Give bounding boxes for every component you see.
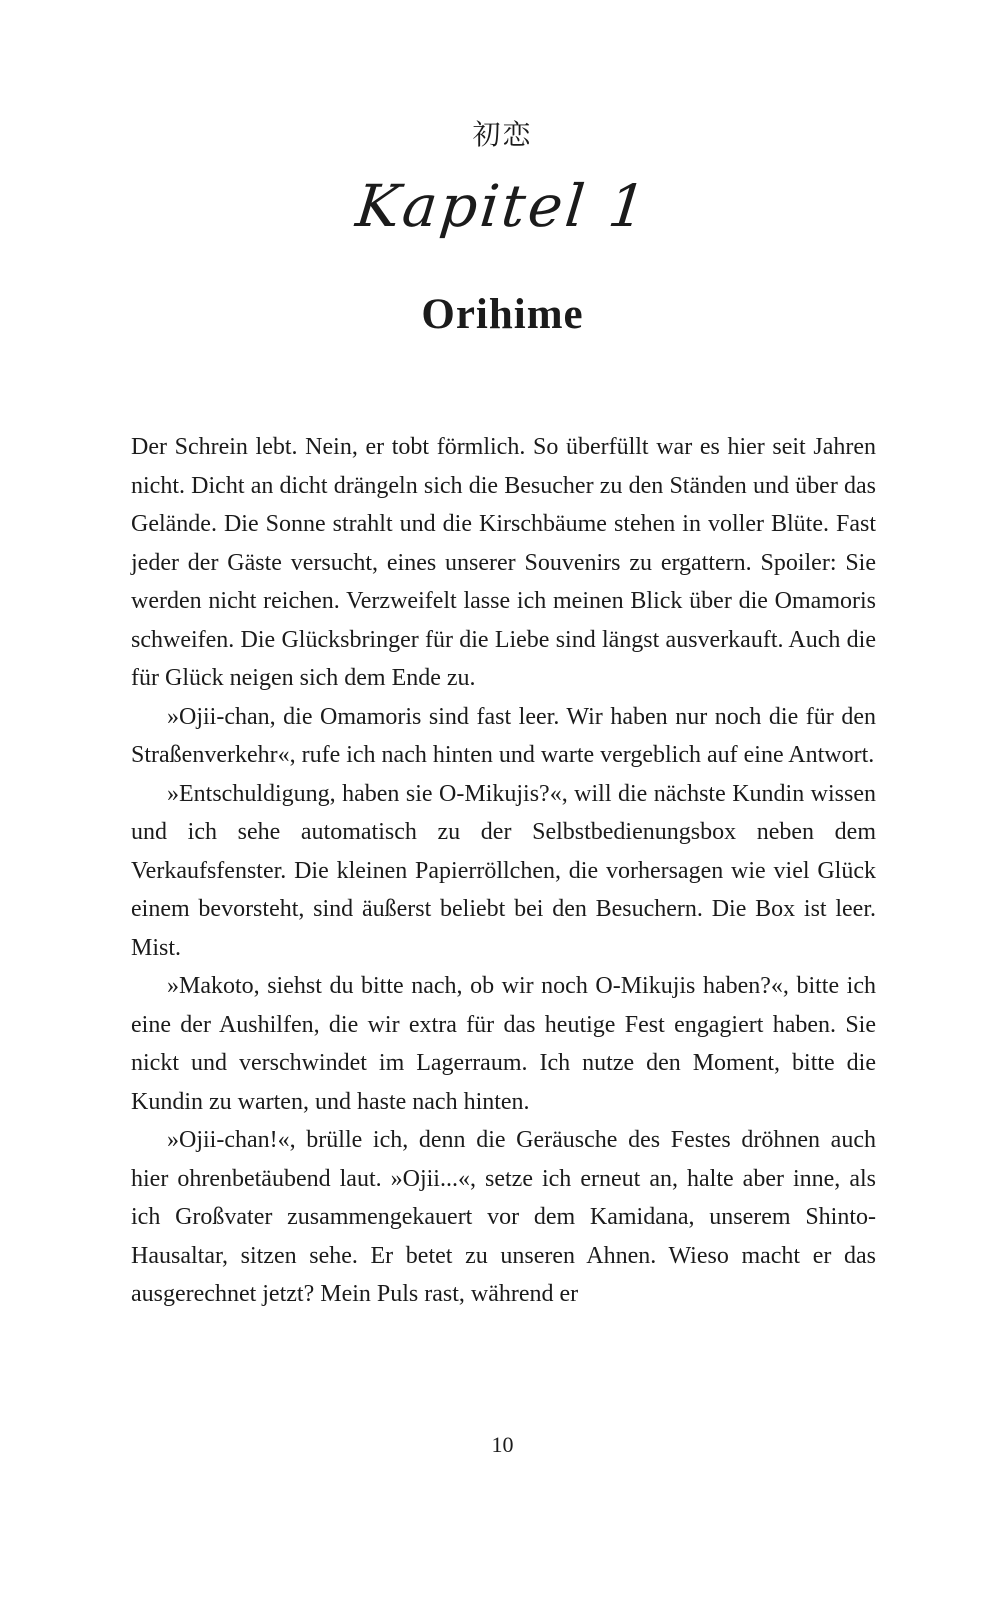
body-paragraph: »Ojii-chan, die Omamoris sind fast leer. Wir haben nur noch die für den Straßenverkehr«, rufe ich nach hinten und warte vergeblich auf eine Antwort.	[131, 703, 876, 768]
chapter-label: Kapitel 1	[352, 172, 653, 240]
body-paragraph: Der Schrein lebt. Nein, er tobt förmlich. So überfüllt war es hier seit Jahren nicht. Dicht an dicht drängeln sich die Besucher zu den Ständen und über das Gelände. Die Sonne strahlt und die Kirschbäume stehen in voller Blüte. Fast jeder der Gäste versucht, eines unserer Souvenirs zu ergattern. Spoiler: Sie werden nicht reichen. Verzweifelt lasse ich meinen Blick über die Omamoris schweifen. Die Glücksbringer für die Liebe sind längst ausverkauft. Auch die für Glück neigen sich dem Ende zu.	[131, 434, 876, 691]
body-text	[131, 428, 876, 1314]
page-number: 10	[491, 1432, 514, 1457]
body-paragraph: »Makoto, siehst du bitte nach, ob wir noch O-Mikujis haben?«, bitte ich eine der Aushilfen, die wir extra für das heutige Fest engagiert haben. Sie nickt und verschwindet im Lagerraum. Ich nutze den Moment, bitte die Kundin zu warten, und haste nach hinten.	[131, 973, 876, 1115]
body-paragraph: »Entschuldigung, haben sie O-Mikujis?«, will die nächste Kundin wissen und ich sehe automatisch zu der Selbstbedienungsbox neben dem Verkaufsfenster. Die kleinen Papierröllchen, die vorhersagen wie viel Glück einem bevorsteht, sind äußerst beliebt bei den Besuchern. Die Box ist leer. Mist.	[131, 780, 876, 961]
body-paragraph: »Ojii-chan!«, brülle ich, denn die Geräusche des Festes dröhnen auch hier ohrenbetäubend laut. »Ojii...«, setze ich erneut an, halte aber inne, als ich Großvater zusammengekauert vor dem Kamidana, unserem Shinto-Hausaltar, sitzen sehe. Er betet zu unseren Ahnen. Wieso macht er das ausgerechnet jetzt? Mein Puls rast, während er	[131, 1127, 876, 1307]
cjk-heading: 初恋	[472, 120, 533, 151]
chapter-title: Orihime	[421, 291, 584, 338]
